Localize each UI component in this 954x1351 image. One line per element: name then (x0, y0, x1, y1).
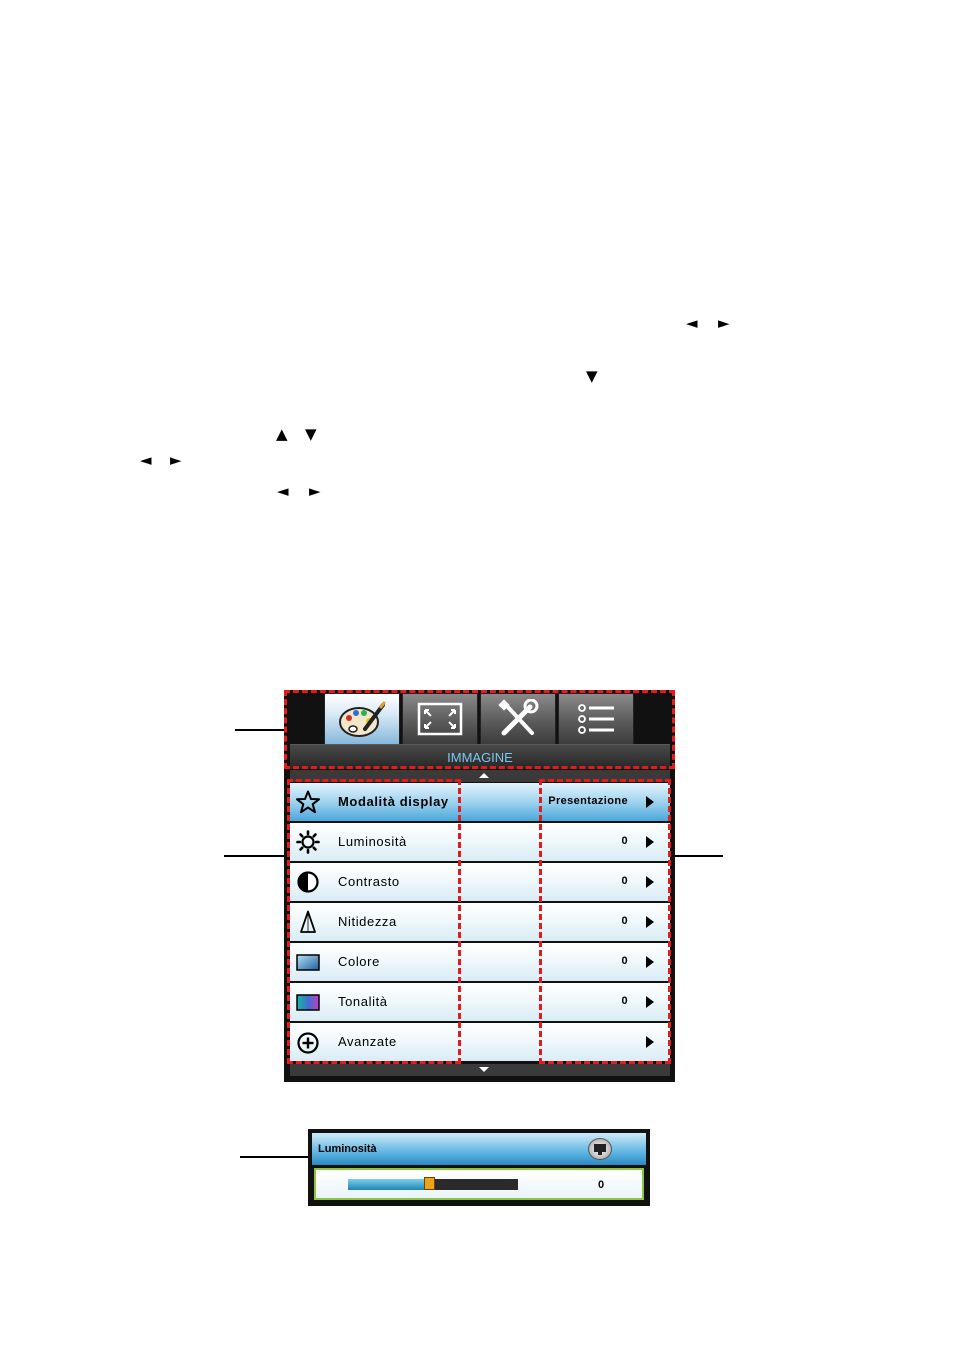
menu-row-label: Nitidezza (338, 914, 397, 929)
menu-row-value: Presentazione (548, 795, 628, 807)
slider-value: 0 (598, 1179, 605, 1191)
callout-line-menu (235, 729, 285, 731)
menu-row-label: Tonalità (338, 994, 388, 1009)
outline-settings-region (539, 779, 671, 1064)
menu-row-label: Colore (338, 954, 380, 969)
outline-submenu-region (287, 779, 461, 1064)
outline-main-menu-region (284, 690, 675, 769)
display-icon (588, 1138, 612, 1160)
menu-row-value: 0 (621, 955, 628, 967)
left-arrow-icon: ◄ (686, 314, 698, 332)
slider-label: Luminosità (318, 1143, 377, 1155)
callout-line-slider (240, 1156, 308, 1158)
right-arrow-icon: ► (309, 482, 321, 500)
left-arrow-icon: ◄ (140, 451, 152, 469)
slider-fill (348, 1179, 430, 1190)
callout-line-submenu (224, 855, 285, 857)
slider-header (312, 1133, 646, 1165)
up-arrow-icon: ▲ (276, 425, 288, 443)
menu-row-label: Luminosità (338, 834, 407, 849)
right-arrow-icon: ► (170, 451, 182, 469)
menu-title: IMMAGINE (447, 749, 513, 765)
menu-row-value: 0 (621, 995, 628, 1007)
menu-row-value: 0 (621, 875, 628, 887)
brightness-slider-popup (308, 1129, 650, 1206)
menu-row-value: 0 (621, 915, 628, 927)
down-arrow-icon: ▼ (586, 367, 598, 385)
left-arrow-icon: ◄ (277, 482, 289, 500)
menu-row-value: 0 (621, 835, 628, 847)
slider-handle[interactable] (424, 1177, 435, 1190)
slider-body (314, 1168, 644, 1200)
down-arrow-icon: ▼ (305, 425, 317, 443)
scroll-down-icon (479, 1067, 489, 1072)
scroll-up-icon (479, 773, 489, 778)
menu-row-label: Modalità display (338, 794, 449, 809)
display-icon-glyph (589, 1139, 611, 1159)
slider-track[interactable] (348, 1179, 518, 1190)
scroll-down-button[interactable] (290, 1064, 670, 1076)
osd-main-menu (284, 690, 675, 1082)
menu-row-label: Contrasto (338, 874, 400, 889)
menu-row-label: Avanzate (338, 1034, 397, 1049)
right-arrow-icon: ► (718, 314, 730, 332)
